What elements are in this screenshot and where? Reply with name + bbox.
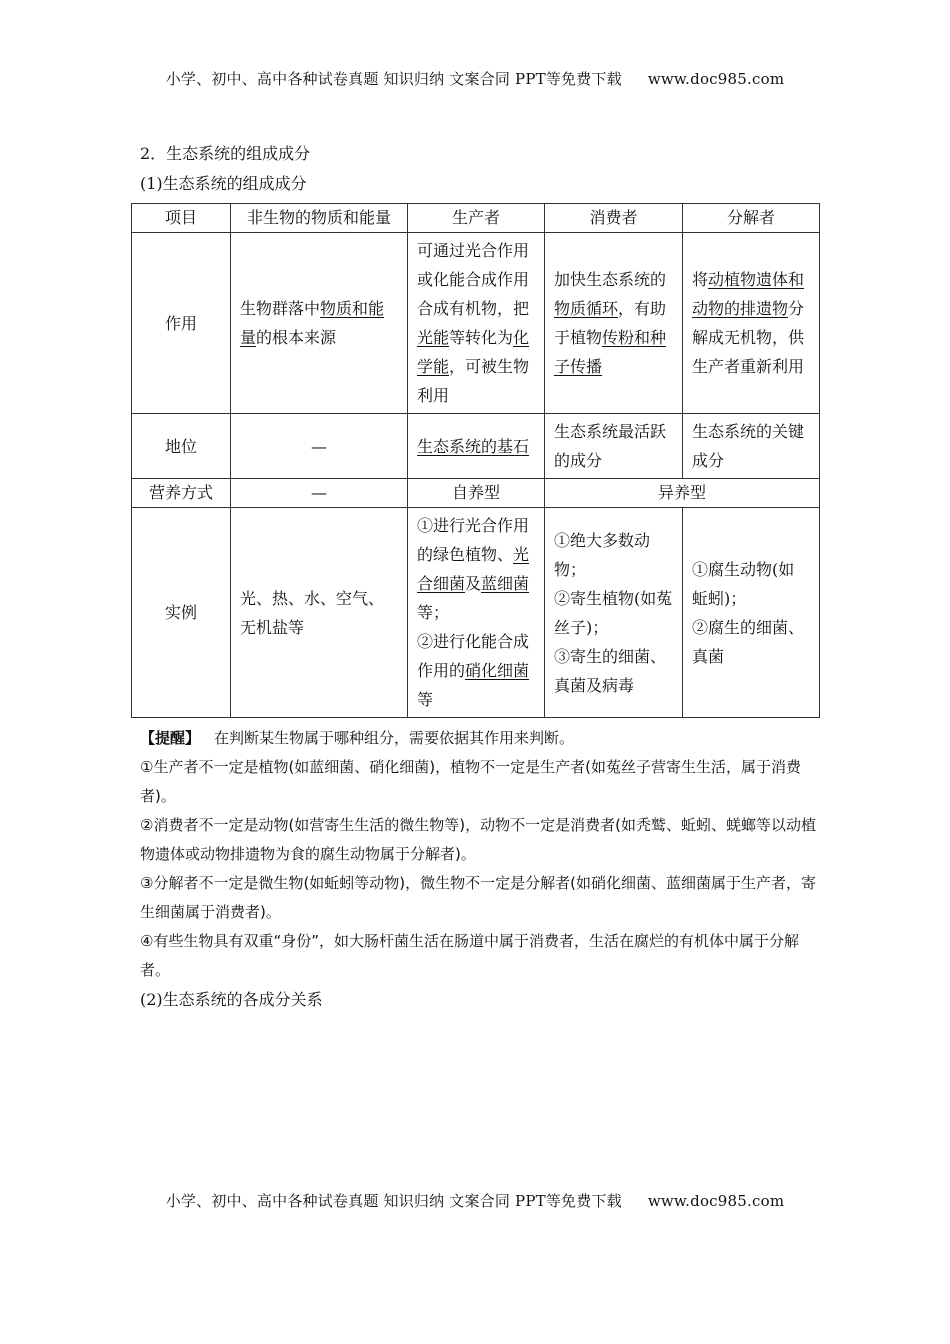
cell-abiotic-role: 生物群落中物质和能量的根本来源 [231,233,408,414]
table-row-examples [132,508,820,718]
header-cell: 项目 [132,204,231,233]
page-header [0,68,950,89]
tip-text: 在判断某生物属于哪种组分，需要依据其作用来判断。 [214,729,575,747]
row-label: 地位 [132,414,231,479]
cell-heterotroph: 异养型 [545,479,820,508]
subsection-title-2: (2)生态系统的各成分关系 [140,990,323,1009]
row-label: 营养方式 [132,479,231,508]
cell-abiotic-examples: 光、热、水、空气、无机盐等 [231,508,408,718]
notes-block [140,724,820,1014]
cell-consumer-status: 生态系统最活跃的成分 [545,414,683,479]
header-text: 小学、初中、高中各种试卷真题 知识归纳 文案合同 PPT等免费下载 [165,70,622,88]
cell-decomposer-role: 将动植物遗体和动物的排遗物分解成无机物，供生产者重新利用 [683,233,820,414]
cell-producer-examples: ①进行光合作用的绿色植物、光合细菌及蓝细菌等； ②进行化能合成作用的硝化细菌等 [408,508,545,718]
tip-label: 【提醒】 [140,729,201,747]
note-item: ②消费者不一定是动物(如营寄生生活的微生物等)，动物不一定是消费者(如秃鹫、蚯蚓、蜣螂等以动植物遗体或动物排遗物为食的腐生动物属于分解者)。 [140,816,817,863]
header-cell: 消费者 [545,204,683,233]
cell-producer-status: 生态系统的基石 [408,414,545,479]
cell-consumer-role: 加快生态系统的物质循环，有助于植物传粉和种子传播 [545,233,683,414]
table-row-role [132,233,820,414]
page-footer [0,1190,950,1211]
cell-decomposer-status: 生态系统的关键成分 [683,414,820,479]
subsection-title: (1)生态系统的组成成分 [140,174,307,193]
cell-producer-nutrition: 自养型 [408,479,545,508]
header-cell: 非生物的物质和能量 [231,204,408,233]
table-header-row [132,204,820,233]
composition-table [131,203,820,718]
tip-paragraph [140,724,820,753]
cell-consumer-examples: ①绝大多数动物； ②寄生植物(如菟丝子)； ③寄生的细菌、真菌及病毒 [545,508,683,718]
note-item: ①生产者不一定是植物(如蓝细菌、硝化细菌)，植物不一定是生产者(如菟丝子营寄生生活，属于消费者)。 [140,758,802,805]
header-site[interactable]: www.doc985.com [647,70,785,88]
table-row-nutrition [132,479,820,508]
cell-abiotic-status: — [231,414,408,479]
cell-abiotic-nutrition: — [231,479,408,508]
footer-text: 小学、初中、高中各种试卷真题 知识归纳 文案合同 PPT等免费下载 [165,1192,622,1210]
content [140,143,820,197]
table-row-status [132,414,820,479]
header-cell: 分解者 [683,204,820,233]
note-item: ③分解者不一定是微生物(如蚯蚓等动物)，微生物不一定是分解者(如硝化细菌、蓝细菌属于生产者，寄生细菌属于消费者)。 [140,874,817,921]
cell-decomposer-examples: ①腐生动物(如蚯蚓)； ②腐生的细菌、真菌 [683,508,820,718]
cell-producer-role: 可通过光合作用或化能合成作用合成有机物，把光能等转化为化学能，可被生物利用 [408,233,545,414]
footer-site[interactable]: www.doc985.com [647,1192,785,1210]
row-label: 实例 [132,508,231,718]
note-item: ④有些生物具有双重“身份”，如大肠杆菌生活在肠道中属于消费者，生活在腐烂的有机体中属于分解者。 [140,932,799,979]
row-label: 作用 [132,233,231,414]
header-cell: 生产者 [408,204,545,233]
section-title: 2．生态系统的组成成分 [140,144,311,163]
